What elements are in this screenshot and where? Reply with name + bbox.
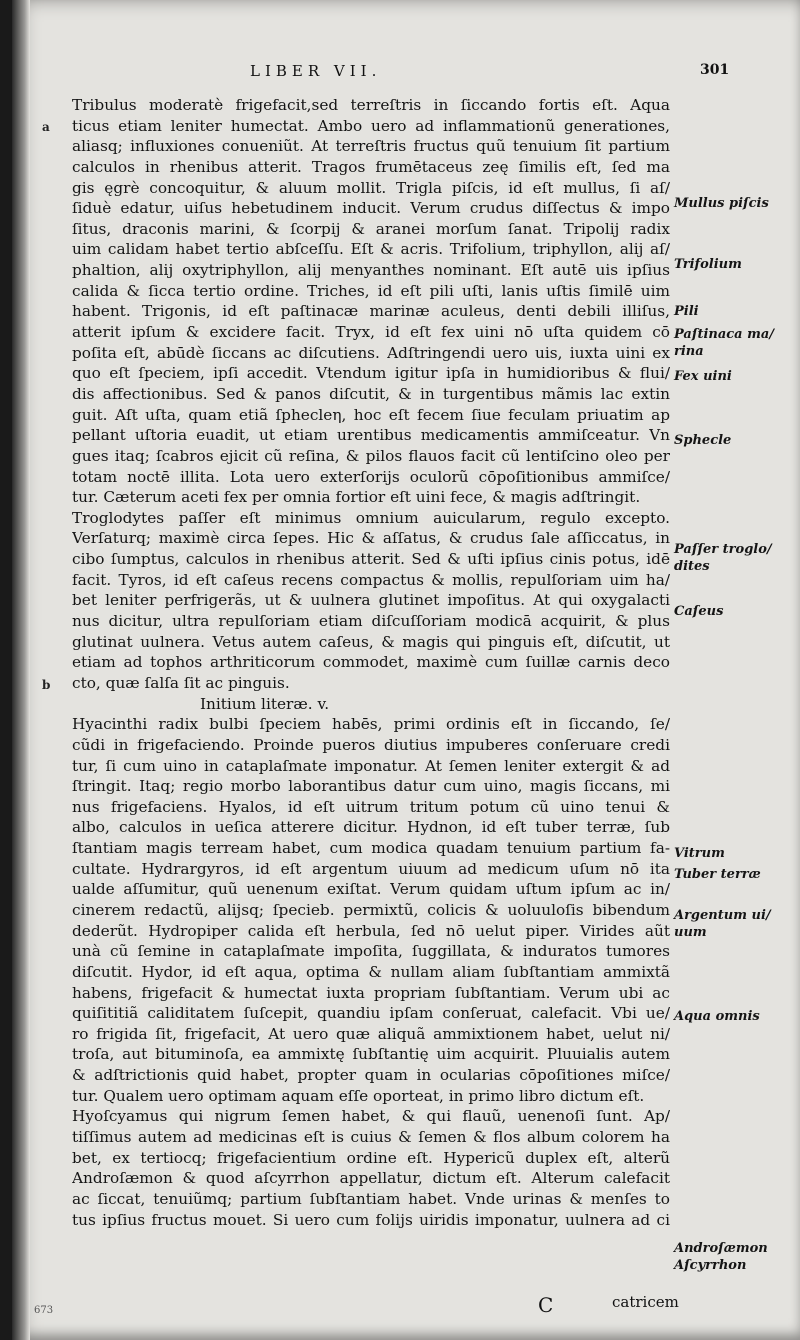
- text-line: ticus etiam leniter humectat. Ambo uero ad inflammationũ generationes,: [72, 116, 670, 135]
- main-text-block: [72, 95, 670, 1230]
- text-line: quo eſt ſpeciem, ipſi accedit. Vtendum igitur ipſa in humidioribus & flui/: [72, 364, 670, 383]
- text-block-h: [72, 714, 670, 1230]
- text-line: unà cũ ſemine in cataplaſmate impoſita, ſuggillata, & induratos tumores: [72, 942, 670, 961]
- book-page: [12, 0, 800, 1340]
- margin-gloss-line: Sphecle: [674, 433, 732, 448]
- text-line: calculos in rhenibus atterit. Tragos frumētaceus zeę ſimilis eſt, ſed ma: [72, 157, 670, 176]
- text-line: ſiduè edatur, uiſus hebetudinem inducit. Verum crudus diſſectus & impo: [72, 199, 670, 218]
- text-line: & adſtrictionis quid habet, propter quam in ocularias cōpoſitiones miſce/: [72, 1066, 670, 1085]
- margin-gloss-passer: [674, 541, 800, 575]
- section-heading: Initium literæ. v.: [200, 694, 330, 713]
- margin-mark-a: a: [42, 120, 50, 134]
- text-line: habens, frigefacit & humectat iuxta propriam ſubſtantiam. Verum ubi ac: [72, 983, 670, 1002]
- text-line: Androſæmon & quod aſcyrrhon appellatur, dictum eſt. Alterum calefacit: [72, 1169, 670, 1188]
- text-line: cibo ſumptus, calculos in rhenibus atterit. Sed & uſti ipſius cinis potus, idē: [72, 550, 670, 569]
- text-line: cinerem redactũ, alijsq; ſpecieb. permixtũ, colicis & uoluuloſis bibendum: [72, 900, 670, 919]
- margin-gloss-line: Paſtinaca ma/: [674, 327, 775, 342]
- folio-number: 301: [700, 62, 730, 78]
- margin-gloss-line: Pili: [674, 304, 699, 319]
- page-gutter-shadow: [12, 0, 30, 1340]
- text-line: ſtantiam magis terream habet, cum modica quadam tenuium partium fa-: [72, 839, 670, 858]
- text-line: facit. Tyros, id eſt caſeus recens compactus & mollis, repulſoriam uim ha/: [72, 570, 670, 589]
- text-line: bet leniter perfrigerãs, ut & uulnera glutinet impoſitus. At qui oxygalacti: [72, 591, 670, 610]
- text-line: ſitus, draconis marini, & ſcorpij & aranei morſum ſanat. Tripolij radix: [72, 219, 670, 238]
- text-line: Tribulus moderatè frigefacit,sed terreſtris in ſiccando fortis eſt. Aqua: [72, 96, 670, 114]
- text-line: calida & ſicca tertio ordine. Triches, id eſt pili uſti, lanis uſtis ſimilē uim: [72, 281, 670, 300]
- text-line: ro frigida ſit, frigefacit, At uero quæ aliquã ammixtionem habet, uelut ni/: [72, 1024, 670, 1043]
- text-line: ſtringit. Itaq; regio morbo laborantibus datur cum uino, magis ſiccans, mi: [72, 777, 670, 796]
- signature-mark: C: [538, 1293, 554, 1317]
- margin-gloss-aqua: [674, 1008, 800, 1025]
- text-line: phaltion, alij oxytriphyllon, alij menyanthes nominant. Eſt autē uis ipſius: [72, 261, 670, 280]
- text-block-t: [72, 95, 670, 694]
- margin-gloss-line: Fex uini: [674, 369, 732, 384]
- margin-gloss-pastinaca: [674, 326, 800, 360]
- margin-gloss-tuber: [674, 866, 800, 883]
- margin-gloss-line: dites: [674, 559, 710, 574]
- text-line: troſa, aut bituminoſa, ea ammixtę ſubſtantię uim acquirit. Pluuialis autem: [72, 1045, 670, 1064]
- text-line: tus ipſius fructus mouet. Si uero cum folijs uiridis imponatur, uulnera ad ci: [72, 1210, 670, 1229]
- text-line: glutinat uulnera. Vetus autem caſeus, & magis qui pinguis eſt, diſcutit, ut: [72, 632, 670, 651]
- pencil-note: 673: [34, 1305, 54, 1316]
- margin-gloss-caseus: [674, 603, 800, 620]
- text-line: habent. Trigonis, id eſt paſtinacæ marinæ aculeus, denti debili illiſus,: [72, 302, 670, 321]
- text-line: gues itaq; ſcabros ejicit cũ reſina, & pilos flauos facit cũ lentiſcino oleo per: [72, 446, 670, 465]
- margin-gloss-line: Androſæmon: [674, 1241, 768, 1256]
- text-line: Hyoſcyamus qui nigrum ſemen habet, & qui flauũ, uenenoſi ſunt. Ap/: [72, 1107, 670, 1126]
- text-line: atterit ipſum & excidere facit. Tryx, id eſt fex uini nō uſta quidem cō: [72, 323, 670, 342]
- margin-gloss-line: Aqua omnis: [674, 1009, 760, 1024]
- margin-gloss-line: Caſeus: [674, 604, 724, 619]
- margin-gloss-line: Trifolium: [674, 257, 742, 272]
- text-line: ualde aſſumitur, quũ uenenum exiſtat. Verum quidam uſtum ipſum ac in/: [72, 880, 670, 899]
- text-line: tur. Cæterum aceti fex per omnia fortior eſt uini fece, & magis adſtringit.: [72, 488, 641, 507]
- margin-gloss-trifolium: [674, 256, 800, 273]
- margin-gloss-line: Mullus piſcis: [674, 196, 769, 211]
- text-line: poſita eſt, abūdè ſiccans ac diſcutiens. Adſtringendi uero uis, iuxta uini ex: [72, 343, 670, 362]
- text-line: nus dicitur, ultra repulſoriam etiam diſcuſſoriam modicā acquirit, & plus: [72, 612, 670, 631]
- text-line: uim calidam habet tertio abſceſſu. Eſt & acris. Trifolium, triphyllon, alij aſ/: [72, 240, 670, 259]
- text-line: aliasq; influxiones conueniũt. At terreſtris fructus quũ tenuium ſit partium: [72, 137, 670, 156]
- margin-gloss-line: rina: [674, 344, 704, 359]
- margin-gloss-pili: [674, 303, 800, 320]
- margin-gloss-line: Argentum ui/: [674, 908, 771, 923]
- margin-gloss-vitrum: [674, 845, 800, 862]
- text-line: quiſititiã caliditatem ſuſcepit, quandiu ipſam conſeruat, calefacit. Vbi ue/: [72, 1004, 670, 1023]
- text-line: albo, calculos in ueſica atterere dicitur. Hydnon, id eſt tuber terræ, ſub: [72, 818, 670, 837]
- text-line: etiam ad tophos arthriticorum commodet, maximè cum ſuillæ carnis deco: [72, 653, 670, 672]
- text-line: dis affectionibus. Sed & panos diſcutit, & in turgentibus mãmis lac extin: [72, 384, 670, 403]
- text-line: nus frigefaciens. Hyalos, id eſt uitrum tritum potum cũ uino tenui &: [72, 797, 670, 816]
- text-line: tur, ſi cum uino in cataplaſmate imponatur. At ſemen leniter extergit & ad: [72, 756, 670, 775]
- text-line: bet, ex tertiocq; frigefacientium ordine eſt. Hypericũ duplex eſt, alterũ: [72, 1148, 670, 1167]
- text-line: totam noctē illita. Lota uero exterſorijs oculorũ cōpoſitionibus ammiſce/: [72, 467, 670, 486]
- text-line: guit. Aſt uſta, quam etiã ſphecleη, hoc eſt fecem ſiue feculam priuatim ap: [72, 405, 670, 424]
- text-line: cũdi in frigefaciendo. Proinde pueros diutius impuberes conſeruare credi: [72, 735, 670, 754]
- catchword: catricem: [612, 1293, 679, 1311]
- text-line: gis ęgrè concoquitur, & aluum mollit. Trigla piſcis, id eſt mullus, ſi aſ/: [72, 178, 670, 197]
- text-line: diſcutit. Hydor, id eſt aqua, optima & nullam aliam ſubſtantiam ammixtã: [72, 962, 670, 981]
- text-line: Hyacinthi radix bulbi ſpeciem habēs, primi ordinis eſt in ſiccando, ſe/: [72, 715, 670, 734]
- margin-gloss-line: Paſſer troglo/: [674, 542, 772, 557]
- text-line: pellant uſtoria euadit, ut etiam urentibus medicamentis ammiſceatur. Vn: [72, 426, 670, 445]
- text-line: cto, quæ ſalſa ſit ac pinguis.: [72, 673, 290, 692]
- page-header: [12, 60, 800, 90]
- text-line: dederũt. Hydropiper calida eſt herbula, ſed nō uelut piper. Virides aũt: [72, 921, 670, 940]
- margin-gloss-line: Tuber terræ: [674, 867, 761, 882]
- margin-gloss-fex: [674, 368, 800, 385]
- running-head: LIBER VII.: [250, 62, 382, 80]
- text-line: Troglodytes paſſer eſt minimus omnium auicularum, regulo excepto.: [72, 508, 670, 527]
- margin-gloss-sphecle: [674, 432, 800, 449]
- margin-gloss-mullus: [674, 195, 800, 212]
- margin-gloss-argentum: [674, 907, 800, 941]
- margin-gloss-line: Aſcyrrhon: [674, 1258, 747, 1273]
- text-line: tiſſimus autem ad medicinas eſt is cuius & ſemen & flos album colorem ha: [72, 1128, 670, 1147]
- margin-gloss-line: Vitrum: [674, 846, 725, 861]
- margin-gloss-androsaemon: [674, 1240, 800, 1274]
- margin-gloss-line: uum: [674, 925, 707, 940]
- margin-mark-b: b: [42, 678, 51, 692]
- text-line: Verſaturq; maximè circa ſepes. Hic & aſſatus, & crudus ſale aſſiccatus, in: [72, 529, 670, 548]
- text-line: ac ſiccat, tenuiũmq; partium ſubſtantiam habet. Vnde urinas & menſes to: [72, 1189, 670, 1208]
- text-line: cultate. Hydrargyros, id eſt argentum uiuum ad medicum uſum nō ita: [72, 859, 670, 878]
- text-line: tur. Qualem uero optimam aquam eſſe oporteat, in primo libro dictum eſt.: [72, 1086, 645, 1105]
